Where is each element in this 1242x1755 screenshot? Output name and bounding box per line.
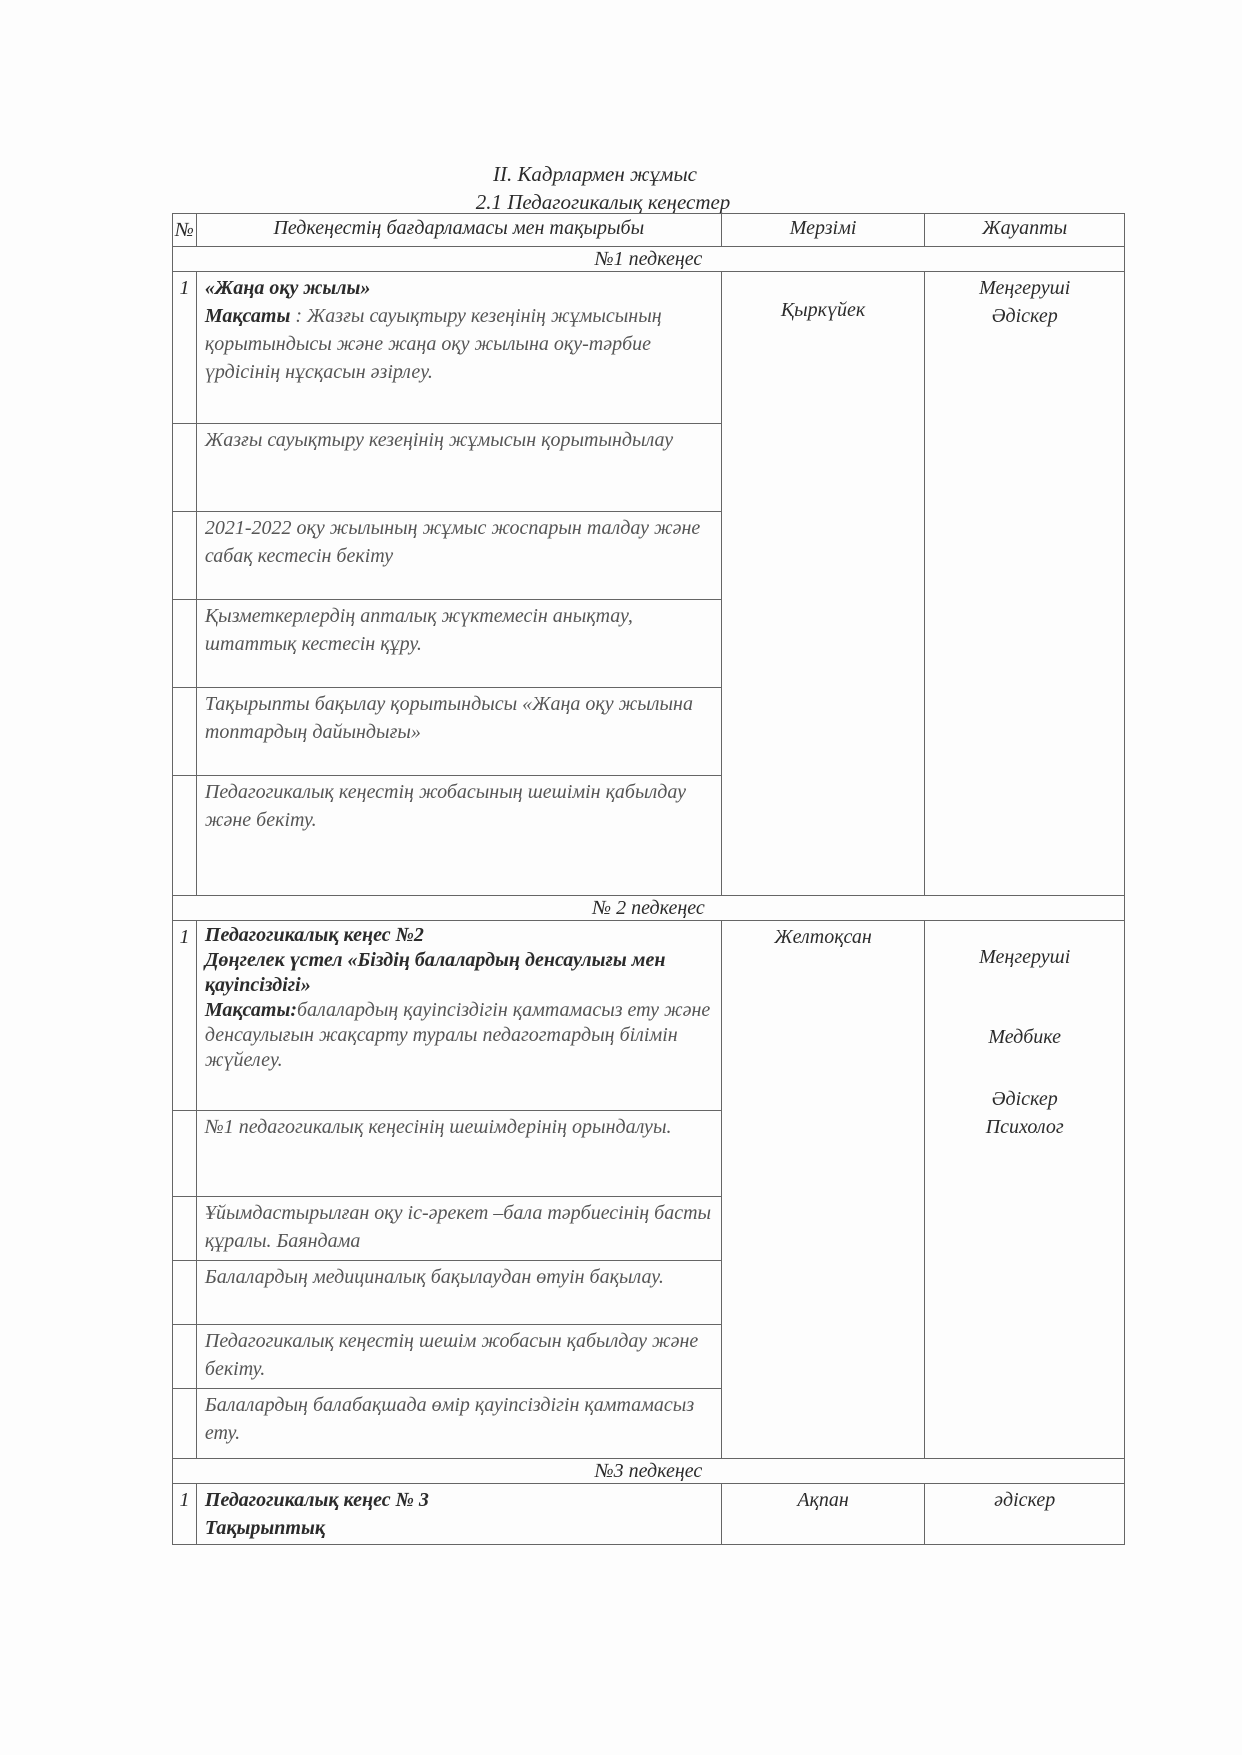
goal-text: балалардың қауіпсіздігін қамтамасыз ету және денсаулығын жақсарту туралы педагогтардың білімін жүйелеу. xyxy=(204,999,711,1071)
responsible-person: Әдіскер xyxy=(991,1088,1058,1110)
section-row-council-3 xyxy=(173,1459,1125,1484)
council-2-title: Педагогикалық кеңес №2 xyxy=(204,924,424,946)
goal-label: Мақсаты xyxy=(204,305,291,327)
council-3-term: Ақпан xyxy=(721,1484,925,1545)
agenda-item: Тақырыпты бақылау қорытындысы «Жаңа оқу жылына топтардың дайындығы» xyxy=(196,688,721,776)
header-program-topic: Педкеңестің бағдарламасы мен тақырыбы xyxy=(196,214,721,247)
goal-label: Мақсаты: xyxy=(204,999,297,1021)
subsection-title: 2.1 Педагогикалық кеңестер xyxy=(475,190,731,214)
responsible-person: әдіскер xyxy=(994,1489,1056,1511)
section-row-council-2 xyxy=(173,896,1125,921)
council-3-responsible xyxy=(925,1484,1125,1545)
header-number: № xyxy=(173,214,197,247)
responsible-person: Психолог xyxy=(985,1116,1064,1138)
council-3-main-cell xyxy=(196,1484,721,1545)
section-title-council-1: №1 педкеңес xyxy=(173,247,1125,272)
council-1-main-cell xyxy=(196,272,721,424)
council-2-responsible xyxy=(925,921,1125,1459)
section-title-council-2: № 2 педкеңес xyxy=(173,896,1125,921)
council-1-goal xyxy=(205,302,713,386)
agenda-item: №1 педагогикалық кеңесінің шешімдерінің орындалуы. xyxy=(196,1111,721,1197)
agenda-item: Педагогикалық кеңестің жобасының шешімін қабылдау және бекіту. xyxy=(196,776,721,896)
table-header-row xyxy=(173,214,1125,247)
row-number: 1 xyxy=(173,272,197,424)
agenda-item: Балалардың медициналық бақылаудан өтуін бақылау. xyxy=(196,1261,721,1325)
section-title-council-3: №3 педкеңес xyxy=(173,1459,1125,1484)
section-row-council-1 xyxy=(173,247,1125,272)
agenda-item: Ұйымдастырылған оқу іс-әрекет –бала тәрбиесінің басты құралы. Баяндама xyxy=(196,1197,721,1261)
council-2-main-cell xyxy=(196,921,721,1111)
responsible-person: Меңгеруші xyxy=(979,277,1071,299)
goal-text: : Жазғы сауықтыру кезеңінің жұмысының қорытындысы және жаңа оқу жылына оқу-тәрбие үрдісінің нұсқасын әзірлеу. xyxy=(204,305,662,383)
council-3-subtitle: Тақырыптық xyxy=(204,1517,325,1539)
header-term: Мерзімі xyxy=(721,214,925,247)
council-2-subtitle: Дөңгелек үстел «Біздің балалардың денсаулығы мен қауіпсіздігі» xyxy=(204,949,666,996)
council-plan-table xyxy=(172,213,1125,1545)
council-2-goal xyxy=(205,998,713,1073)
agenda-item: Жазғы сауықтыру кезеңінің жұмысын қорытындылау xyxy=(196,424,721,512)
responsible-person: Әдіскер xyxy=(991,305,1058,327)
section-title: II. Кадрлармен жұмыс xyxy=(493,162,697,186)
table-row xyxy=(173,1484,1125,1545)
row-number: 1 xyxy=(173,921,197,1111)
council-1-term: Қыркүйек xyxy=(721,272,925,896)
agenda-item: 2021-2022 оқу жылының жұмыс жоспарын талдау және сабақ кестесін бекіту xyxy=(196,512,721,600)
agenda-item: Қызметкерлердің апталық жүктемесін анықтау, штаттық кестесін құру. xyxy=(196,600,721,688)
header-responsible: Жауапты xyxy=(925,214,1125,247)
council-1-title: «Жаңа оқу жылы» xyxy=(204,277,371,299)
council-2-term: Желтоқсан xyxy=(721,921,925,1459)
council-1-responsible xyxy=(925,272,1125,896)
agenda-item: Педагогикалық кеңестің шешім жобасын қабылдау және бекіту. xyxy=(196,1325,721,1389)
table-row xyxy=(173,272,1125,424)
responsible-person: Медбике xyxy=(988,1026,1062,1048)
responsible-person: Меңгеруші xyxy=(979,946,1071,968)
table-row xyxy=(173,921,1125,1111)
agenda-item: Балалардың балабақшада өмір қауіпсіздігін қамтамасыз ету. xyxy=(196,1389,721,1459)
row-number: 1 xyxy=(173,1484,197,1545)
council-3-title: Педагогикалық кеңес № 3 xyxy=(204,1489,429,1511)
